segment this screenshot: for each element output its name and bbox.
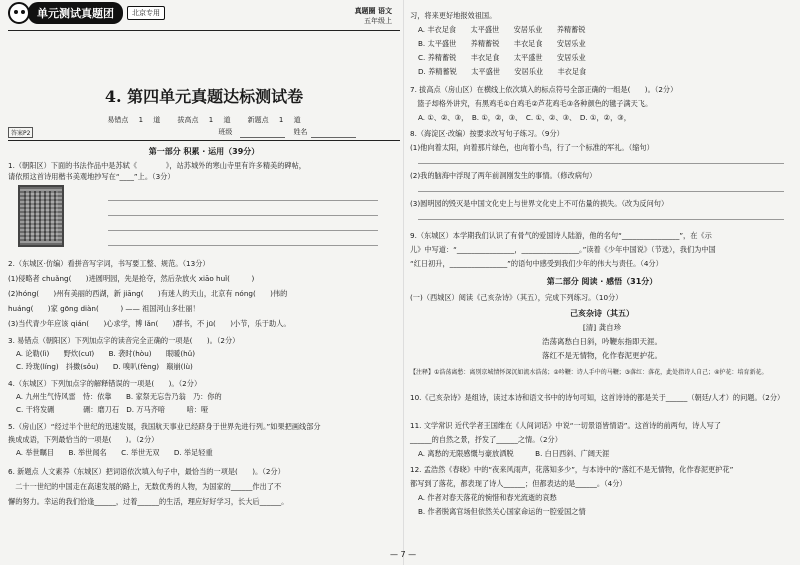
q6-option: C. 养精蓄锐 丰衣足食 太平盛世 安居乐业: [418, 53, 586, 62]
q3-line: 3. 易错点（朝阳区）下列加点字的读音完全正确的一项是( )。（2分）: [8, 336, 240, 345]
book-name: 真题圈 语文: [354, 7, 392, 15]
q8-answer-line[interactable]: [418, 219, 784, 220]
name-field[interactable]: [311, 127, 356, 138]
q7-line: 7. 拔高点（房山区）在横线上依次填入的标点符号全部正确的一组是( )。（2分）: [410, 85, 678, 94]
q8-line: (1)他向着太阳，向着那片绿色，也向着小鸟，行了一个标准的军礼。（缩句）: [410, 143, 654, 152]
q3-option: A. 论勒(lì) 野炊(cuī) B. 袭时(hòu) 眼暖(hǔ): [16, 349, 196, 358]
banner-title: 单元测试真题团: [28, 2, 123, 24]
q8-line: 8.（海淀区·改编）按要求改写句子练习。（9分）: [410, 129, 564, 138]
q1-line2: 请依照这首诗用楷书美观地抄写在“____”上。（3分）: [8, 172, 175, 181]
calligraphy-image: [18, 185, 64, 247]
q9-line: 9.（东城区）本学期我们认识了有骨气的爱国诗人陆游，他的名句“________________”，在《示: [410, 231, 712, 240]
q4-line: 4.（东城区）下列加点字的解释错误的一项是( )。（2分）: [8, 379, 202, 388]
q12-option: A. 作者对春天落花的惋惜和春光流逝的哀愁: [418, 493, 557, 502]
q12-option: B. 作者脱离官场但依然关心国家命运的一腔爱国之情: [418, 507, 586, 516]
header-rule: [8, 30, 400, 31]
q1-line1: 1.（朝阳区）下面的书法作品中是苏轼《 》，站苏城外的寒山寺里有许多精美的碑帖，: [8, 161, 306, 170]
info-rule: [8, 140, 400, 141]
q6-option: A. 丰衣足食 太平盛世 安居乐业 养精蓄锐: [418, 25, 586, 34]
q2-line: 2.（东城区·仿编）看拼音写字词，书写要工整、规范。（13分）: [8, 259, 210, 268]
q2-line: (3)当代青少年应该 qián( )心求学，博 lǎn( )群书，不 jū( )小节，乐于助人。: [8, 319, 291, 328]
q11-line: ______的自然之景，抒发了______之情。（2分）: [410, 435, 562, 444]
q9-line: 儿》中写道：“________________，________________。”读着《少年中国说》（节选），我们为中国: [410, 245, 716, 254]
q7-option: A. ①、②、③， B. ①，②，③、 C. ①、②、③、 D. ①，②，③，: [418, 113, 631, 122]
banner-tag: 北京专用: [127, 6, 165, 20]
header-right: [355, 6, 392, 26]
q12-line: 12. 孟浩然《春晓》中的“夜来风雨声，花落知多少”，与本诗中的“落红不是无情物，化作春泥更护花”: [410, 465, 734, 474]
poem-note: 【注释】①浩荡离愁：离别京城情怀深沉如流水浩荡；②吟鞭：诗人手中的马鞭；③落红：落花，此处指诗人自己；④护花：培育新花。: [410, 369, 768, 376]
page-number: — 7 —: [390, 550, 417, 559]
q4-option: C. 干将发硎 硎：磨刀石 D. 万马齐喑 喑：哑: [16, 405, 209, 414]
q1-answer-line[interactable]: [108, 245, 378, 246]
reading-intro: (一)（西城区）阅读《己亥杂诗》（其五），完成下列练习。（10分）: [410, 293, 623, 302]
q5-option: A. 举世瞩目 B. 举世闻名 C. 举世无双 D. 举足轻重: [16, 448, 213, 457]
q8-line: (3)圆明园的毁灭是中国文化史上与世界文化史上不可估量的损失。（改为反问句）: [410, 199, 669, 208]
name-label: 姓名: [293, 128, 308, 136]
q6-line: 懈的努力。幸运的我们恰逢______，过着______的生活，理应好好学习，长大后______。: [8, 497, 289, 506]
banner: [8, 2, 165, 24]
q8-answer-line[interactable]: [418, 163, 784, 164]
q1-answer-line[interactable]: [108, 200, 378, 201]
q12-line: 都写到了落花，都表现了诗人______；但都表达的是______。（4分）: [410, 479, 627, 488]
q11-option: A. 离愁的无限感慨与豪放洒脱 B. 白日西斜、广阔天涯: [418, 449, 610, 458]
q9-line: “红日初升，________________”的语句中感受到我们少年的伟大与责任。（4分）: [410, 259, 663, 268]
page-title: 4. 第四单元真题达标测试卷: [104, 87, 304, 106]
q5-line: 换成成语，下列最恰当的一项是( )。（2分）: [8, 435, 159, 444]
info-row: [8, 127, 400, 138]
q8-line: (2)我的脑海中浮现了两年前洞刚发生的事情。（修改病句）: [410, 171, 597, 180]
answer-tag: 答案P2: [8, 127, 33, 138]
q1-answer-line[interactable]: [108, 230, 378, 231]
q2-line: huáng( )家 gōng diàn( ) —— 祖国河山多壮丽！: [8, 304, 200, 313]
class-label: 班级: [218, 128, 233, 136]
class-field[interactable]: [240, 127, 285, 138]
poem-line: 浩荡离愁白日斜，吟鞭东指即天涯。: [542, 337, 662, 346]
q2-line: (1)侵略者 chuǎng( )进圆明园，先是抢夺，然后杂放火 xiāo huǐ( ): [8, 274, 255, 283]
poem-title: 己亥杂诗（其五）: [570, 309, 634, 318]
q6-line: 6. 新题点 人文素养（东城区）把词语依次填入句子中，最恰当的一项是( )。（2分）: [8, 467, 285, 476]
poem-line: 落红不是无情物，化作春泥更护花。: [542, 351, 662, 360]
part1-heading: 第一部分 积累 · 运用（39分）: [148, 147, 260, 156]
q5-line: 5.（房山区）“经过半个世纪的迅速发展，我国航天事业已经跻身于世界先进行列。”如果把画线部分: [8, 422, 321, 431]
q6-option: D. 养精蓄锐 太平盛世 安居乐业 丰衣足食: [418, 67, 587, 76]
poem-author: [清] 龚自珍: [582, 323, 622, 332]
q10-line: 10.《己亥杂诗》是组诗，读过本诗和语文书中的诗句可知，这首诗诗的都是关于______（朝廷/人才）的问题。（2分）: [410, 393, 785, 402]
q6-line: 二十一世纪的中国走在高速发展的路上，无数优秀的人物，为国家的______作出了不: [8, 482, 282, 491]
q6-cont: 习，将来更好地报效祖国。: [410, 11, 497, 20]
q11-line: 11. 文学常识 近代学者王国维在《人间词话》中说“一切景语皆情语”。这首诗的前两句，诗人写了: [410, 421, 721, 430]
part2-heading: 第二部分 阅读 · 感悟（31分）: [546, 277, 658, 286]
q3-option: C. 玲珑(líng) 抖擞(sǒu) D. 嗅叭(fèng) 巅崩(lù): [16, 362, 193, 371]
column-divider: [403, 0, 404, 565]
q8-answer-line[interactable]: [418, 191, 784, 192]
q6-option: B. 太平盛世 养精蓄锐 丰衣足食 安居乐业: [418, 39, 586, 48]
mascot-icon: [8, 2, 30, 24]
grade: 五年级上: [364, 17, 392, 25]
q7-line: 篮子却格外讲究，有黑鸡毛①白鸡毛②芦花鸡毛③各种颜色的毽子满天飞。: [410, 99, 653, 108]
q1-answer-line[interactable]: [108, 215, 378, 216]
q2-line: (2)hóng( )州有美丽的西湖，新 jiāng( )有迷人的天山，北京有 nóng( )伟的: [8, 289, 288, 298]
stats-line: 易错点 1 道 拔高点 1 道 新题点 1 道: [107, 116, 301, 124]
q4-option: A. 九州生气恃风雷 恃：依靠 B. 家祭无忘告乃翁 乃：你的: [16, 392, 222, 401]
